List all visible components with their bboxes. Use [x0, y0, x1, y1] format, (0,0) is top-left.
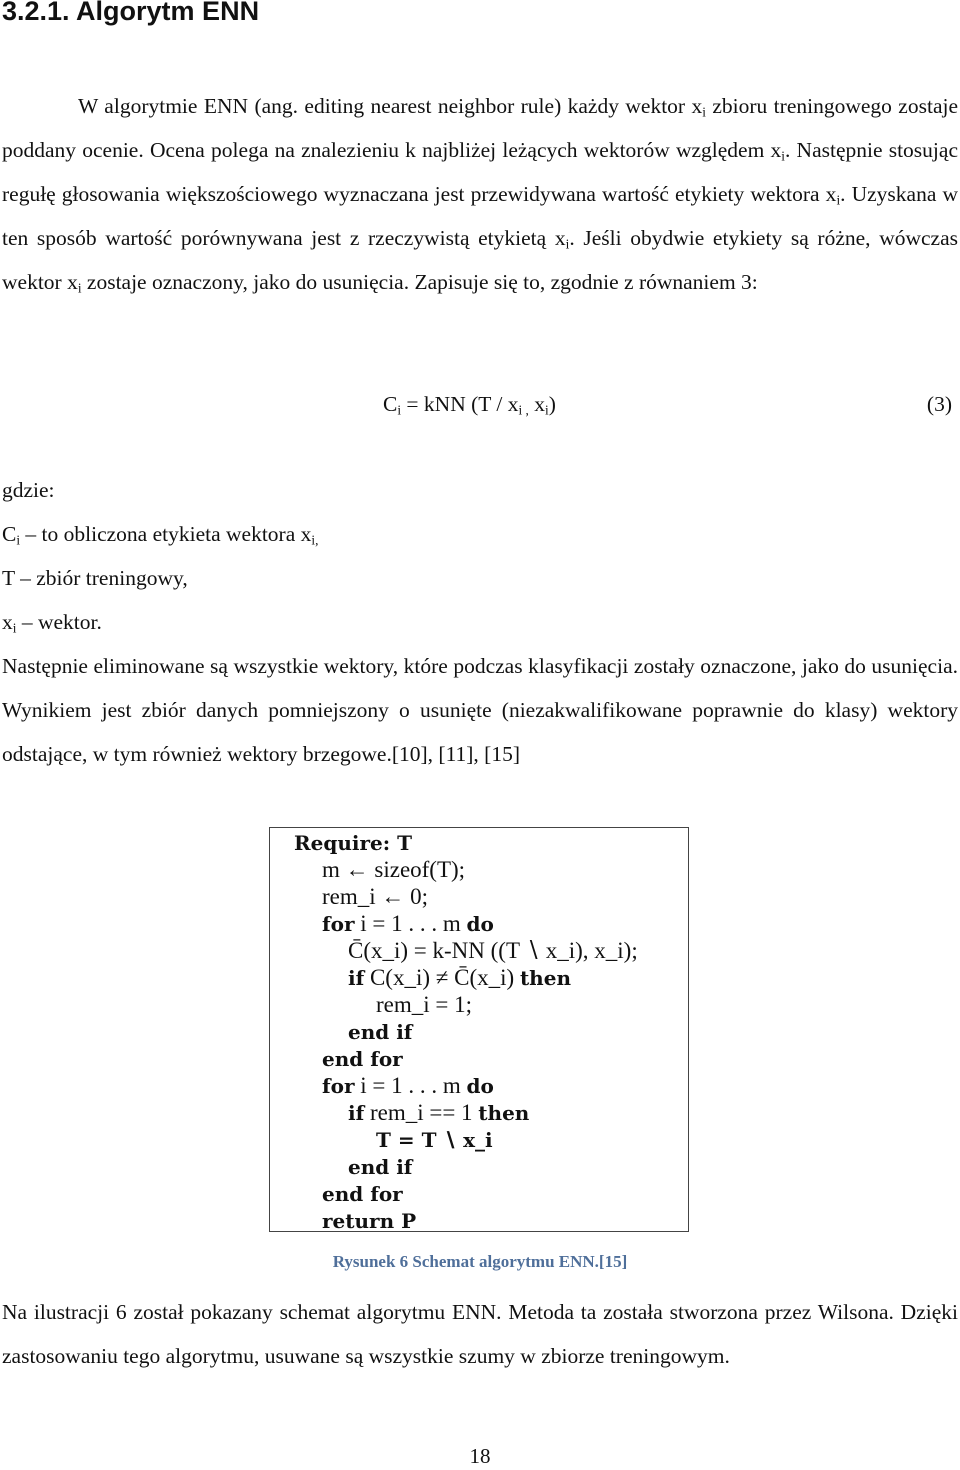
paragraph-elimination: Następnie eliminowane są wszystkie wektory, które podczas klasyfikacji zostały oznaczone, jako do usunięcia. Wynikiem jest zbiór danych pomniejszony o usunięte (niezakwalifikowane poprawnie do klasy) wektory odstające, w tym również wektory brzegowe.[10], [11], [15] — [2, 654, 958, 766]
algo-line-4: for i = 1 . . . m do — [322, 911, 494, 936]
legend-t: T – zbiór treningowy, — [2, 566, 188, 590]
algo-line-11: if rem_i == 1 then — [348, 1100, 530, 1125]
algo-line-14: end for — [322, 1182, 403, 1206]
page-number: 18 — [469, 1444, 491, 1468]
equation-number: (3) — [926, 392, 952, 416]
algo-line-3: rem_i ← 0; — [322, 884, 429, 909]
algo-line-6: if C(x_i) ≠ C̄(x_i) then — [348, 965, 571, 990]
legend-c: $C_i$ – to obliczona etykieta wektora $x_{i,}$ — [2, 522, 319, 548]
paragraph-summary: Na ilustracji 6 został pokazany schemat algorytmu ENN. Metoda ta została stworzona przez Wilsona. Dzięki zastosowaniu tego algorytmu, usuwane są wszystkie szumy w zbiorze treningowym. — [2, 1300, 958, 1368]
legend-intro: gdzie: — [2, 478, 55, 502]
symbol-legend — [2, 468, 952, 644]
figure-caption: Rysunek 6 Schemat algorytmu ENN.[15] — [332, 1252, 628, 1271]
section-heading: 3.2.1. Algorytm ENN — [2, 0, 260, 26]
algo-line-10: for i = 1 . . . m do — [322, 1073, 494, 1098]
paragraph-intro: W algorytmie ENN (ang. editing nearest neighbor rule) każdy wektor $x_i$ zbioru treningowego zostaje poddany ocenie. Ocena polega na znalezieniu k najbliżej leżących wektorów względem $x_i$. Następnie stosując regułę głosowania większościowego wyznaczana jest przewidywana wartość etykiety wektora $x_i$. Uzyskana w ten sposób wartość porównywana jest z rzeczywistą etykietą $x_i$. Jeśli obydwie etykiety są różne, wówczas wektor $x_i$ zostaje oznaczony, jako do usunięcia. Zapisuje się to, zgodnie z równaniem 3: — [2, 94, 959, 296]
algo-line-15: return P — [322, 1209, 417, 1233]
algo-line-2: m ← sizeof(T); — [322, 857, 466, 882]
algo-line-5: C̄(x_i) = k-NN ((T ∖ x_i), x_i); — [348, 938, 638, 963]
equation-body: $C_i$ = kNN ($T / x_{i ,}$ $x_i$) — [383, 392, 556, 418]
algorithm-box — [269, 827, 689, 1232]
legend-x: $x_i$ – wektor. — [2, 610, 102, 636]
algo-line-1: Require: T — [294, 831, 412, 855]
algo-line-8: end if — [348, 1020, 413, 1044]
algo-line-12: T = T ∖ x_i — [376, 1128, 493, 1152]
algo-line-13: end if — [348, 1155, 413, 1179]
algo-line-9: end for — [322, 1047, 403, 1071]
algo-line-7: rem_i = 1; — [376, 992, 473, 1017]
